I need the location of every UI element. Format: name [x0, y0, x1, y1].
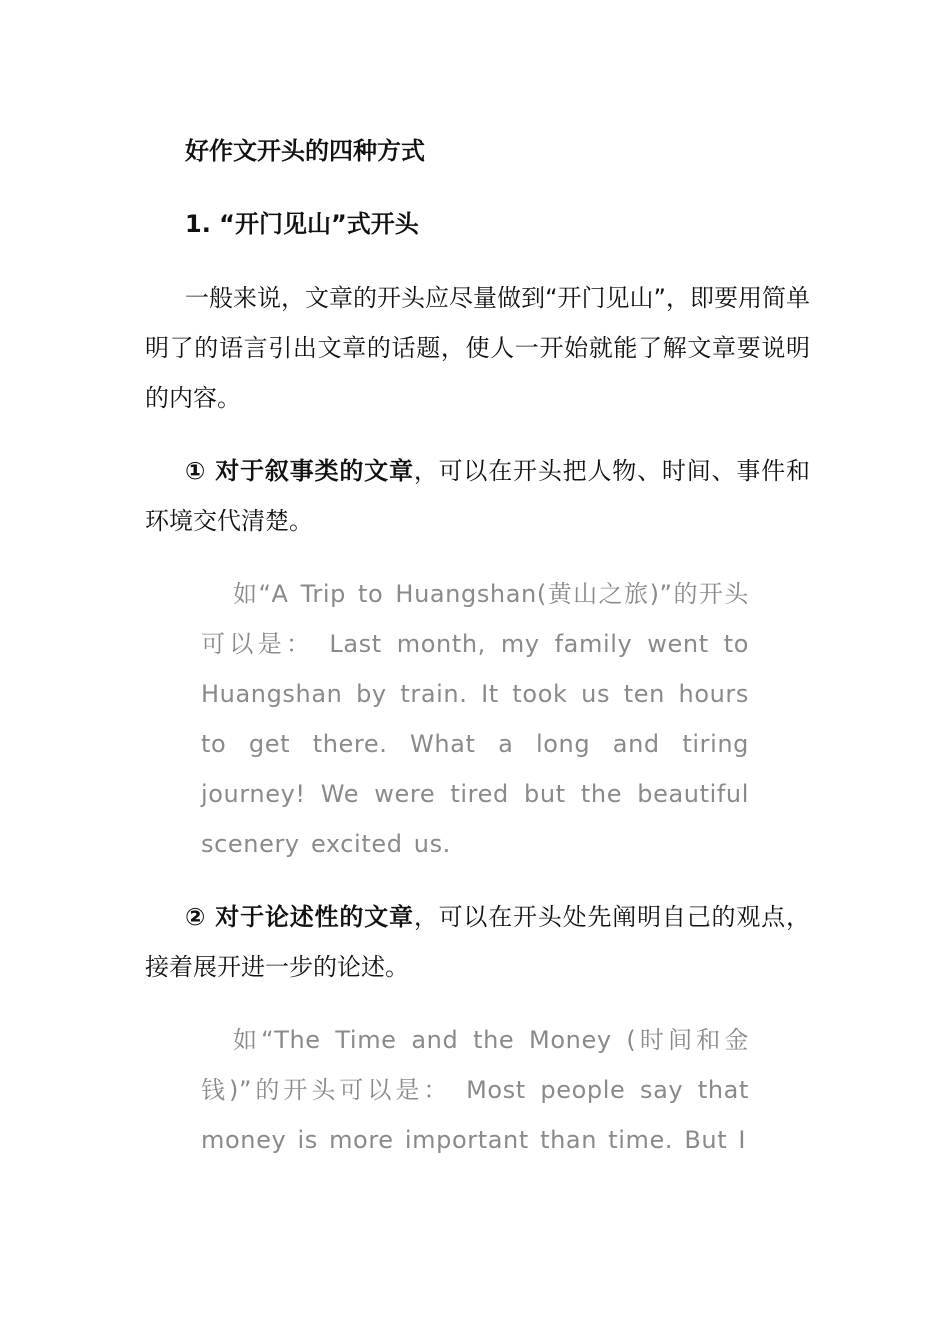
example-2-paragraph: 如“The Time and the Money (时间和金钱)”的开头可以是： Most people say that money is more important than time. But I [201, 1026, 749, 1154]
section-heading-1: 1. “开门见山”式开头 [185, 210, 419, 238]
intro-paragraph: 一般来说，文章的开头应尽量做到“开门见山”，即要用简单明了的语言引出文章的话题，使人一开始就能了解文章要说明的内容。 [145, 284, 810, 412]
point-2-paragraph [145, 892, 810, 992]
document-title: 好作文开头的四种方式 [185, 137, 425, 165]
point-1-text: ，可以在开头把人物、时间、事件和环境交代清楚。 [145, 457, 810, 535]
example-1-paragraph: 如“A Trip to Huangshan(黄山之旅)”的开头可以是： Last month, my family went to Huangshan by train. It took us ten hours to get there. What a long and tiring journey! We were tired but the beautiful scenery excited us. [201, 580, 749, 858]
point-2-text: ，可以在开头处先阐明自己的观点，接着展开进一步的论述。 [145, 903, 810, 981]
point-1-label: ① 对于叙事类的文章 [185, 457, 414, 485]
point-2-label: ② 对于论述性的文章 [185, 903, 414, 931]
point-1-paragraph [145, 446, 810, 546]
